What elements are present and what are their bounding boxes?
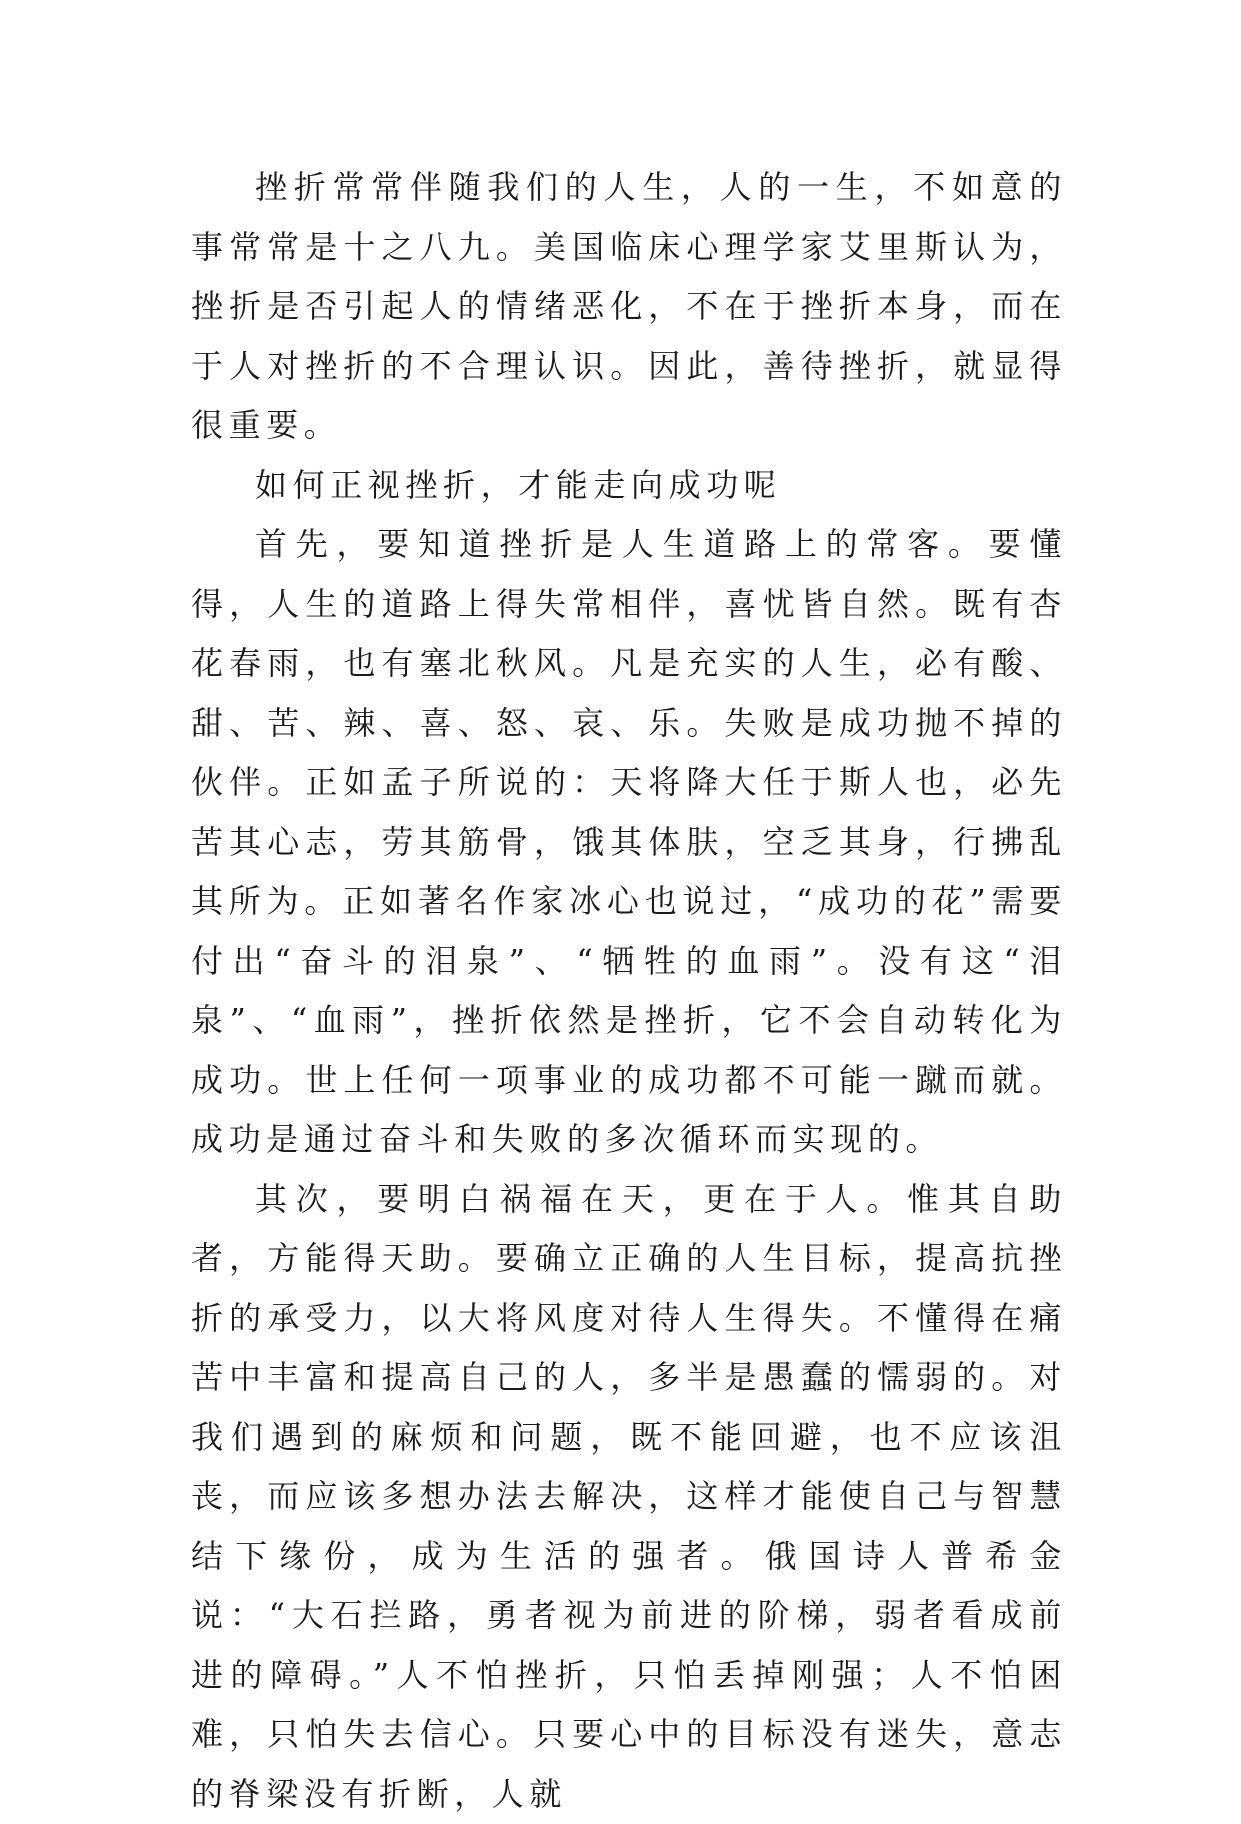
paragraph-question: 如何正视挫折，才能走向成功呢 [191,456,1067,516]
paragraph-second-point: 其次，要明白祸福在天，更在于人。惟其自助者，方能得天助。要确立正确的人生目标，提高抗挫折的承受力，以大将风度对待人生得失。不懂得在痛苦中丰富和提高自己的人，多半是愚蠢的懦弱的。对我们遇到的麻烦和问题，既不能回避，也不应该沮丧，而应该多想办法去解决，这样才能使自己与智慧结下缘份，成为生活的强者。俄国诗人普希金说：“大石拦路，勇者视为前进的阶梯，弱者看成前进的障碍。”人不怕挫折，只怕丢掉刚强；人不怕困难，只怕失去信心。只要心中的目标没有迷失，意志的脊梁没有折断，人就 [191,1170,1067,1824]
paragraph-intro: 挫折常常伴随我们的人生，人的一生，不如意的事常常是十之八九。美国临床心理学家艾里斯认为，挫折是否引起人的情绪恶化，不在于挫折本身，而在于人对挫折的不合理认识。因此，善待挫折，就显得很重要。 [191,158,1067,456]
paragraph-first-point: 首先，要知道挫折是人生道路上的常客。要懂得，人生的道路上得失常相伴，喜忧皆自然。既有杏花春雨，也有塞北秋风。凡是充实的人生，必有酸、甜、苦、辣、喜、怒、哀、乐。失败是成功抛不掉的伙伴。正如孟子所说的：天将降大任于斯人也，必先苦其心志，劳其筋骨，饿其体肤，空乏其身，行拂乱其所为。正如著名作家冰心也说过，“成功的花”需要付出“奋斗的泪泉”、“牺牲的血雨”。没有这“泪泉”、“血雨”，挫折依然是挫折，它不会自动转化为成功。世上任何一项事业的成功都不可能一蹴而就。成功是通过奋斗和失败的多次循环而实现的。 [191,515,1067,1170]
document-body [191,158,1067,1824]
